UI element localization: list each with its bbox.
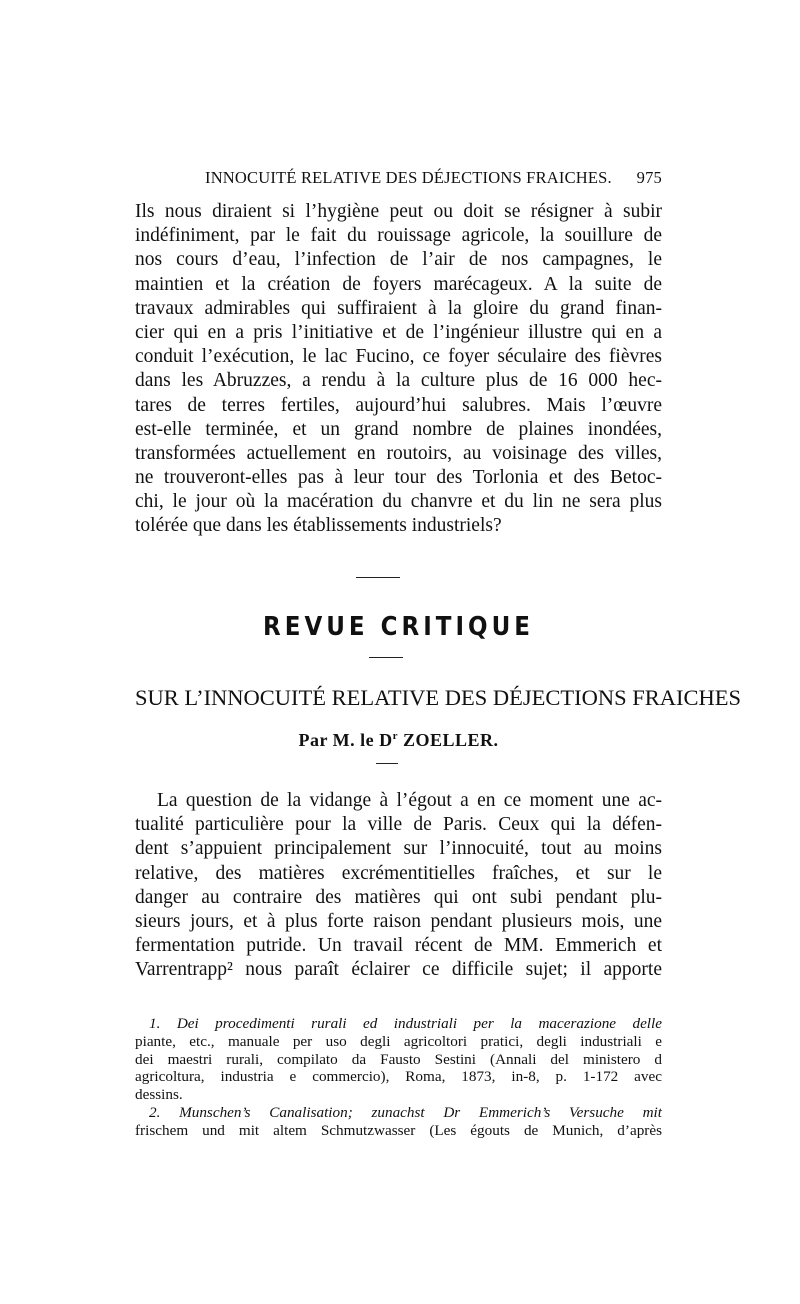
text-line: ne trouveront-elles pas à leur tour des Torlonia et des Betoc-	[135, 467, 662, 489]
byline-divider	[376, 763, 398, 764]
footnote-line: dei maestri rurali, compilato da Fausto Sestini (Annali del ministero d	[135, 1050, 662, 1068]
byline-author: ZOELLER.	[398, 730, 499, 750]
text-line: cier qui en a pris l’initiative et de l’ingénieur illustre qui en a	[135, 321, 662, 343]
paragraph-continuation	[135, 200, 662, 539]
footnote-line: agricoltura, industria e commercio), Roma, 1873, in-8, p. 1-172 avec	[135, 1068, 662, 1086]
footnote-line: 1. Dei procedimenti rurali ed industriali per la macerazione delle	[149, 1015, 662, 1032]
text-line: est-elle terminée, et un grand nombre de plaines inondées,	[135, 418, 662, 440]
text-line: maintien et la création de foyers marécageux. A la suite de	[135, 273, 662, 295]
page-number: 975	[636, 168, 662, 187]
text-line: nos cours d’eau, l’infection de l’air de nos campagnes, le	[135, 249, 662, 271]
text-line: Varrentrapp² nous paraît éclairer ce difficile sujet; il apporte	[135, 959, 662, 981]
section-divider	[356, 577, 400, 578]
article-paragraph	[135, 789, 662, 983]
text-line: sieurs jours, et à plus forte raison pendant plusieurs mois, une	[135, 910, 662, 932]
footnote-line: piante, etc., manuale per uso degli agricoltori pratici, degli industriali e	[135, 1032, 662, 1050]
text-line: indéfiniment, par le fait du rouissage agricole, la souillure de	[135, 225, 662, 247]
text-line: tares de terres fertiles, aujourd’hui salubres. Mais l’œuvre	[135, 394, 662, 416]
section-heading: REVUE CRITIQUE	[263, 612, 534, 642]
article-title: SUR L’INNOCUITÉ RELATIVE DES DÉJECTIONS FRAICHES	[135, 685, 742, 710]
text-line: relative, des matières excrémentitielles fraîches, et sur le	[135, 862, 662, 884]
running-head-title: INNOCUITÉ RELATIVE DES DÉJECTIONS FRAICHES.	[205, 168, 612, 187]
byline-prefix: Par M. le D	[298, 730, 393, 750]
footnote-line: frischem und mit altem Schmutzwasser (Les égouts de Munich, d’après	[135, 1121, 662, 1139]
text-line: transformées actuellement en routoirs, au voisinage des villes,	[135, 442, 662, 464]
text-line: danger au contraire des matières qui ont subi pendant plu-	[135, 886, 662, 908]
text-line: conduit l’exécution, le lac Fucino, ce foyer séculaire des fièvres	[135, 346, 662, 368]
text-line: fermentation putride. Un travail récent de MM. Emmerich et	[135, 935, 662, 957]
byline-superscript: r	[392, 730, 398, 742]
footnote-line: dessins.	[135, 1086, 183, 1104]
text-line: La question de la vidange à l’égout a en ce moment une ac-	[157, 790, 662, 811]
footnotes	[135, 1015, 662, 1140]
text-line: tualité particulière pour la ville de Paris. Ceux qui la défen-	[135, 814, 662, 836]
text-line: travaux admirables qui suffiraient à la gloire du grand finan-	[135, 297, 662, 319]
text-line: tolérée que dans les établissements industriels?	[135, 515, 502, 537]
running-head	[135, 168, 662, 192]
byline	[135, 730, 662, 751]
footnote-line: 2. Munschen’s Canalisation; zunachst Dr Emmerich’s Versuche mit	[149, 1103, 662, 1121]
heading-underline	[369, 657, 403, 658]
text-line: dans les Abruzzes, a rendu à la culture plus de 16 000 hec-	[135, 370, 662, 392]
text-line: dent s’appuient principalement sur l’innocuité, tout au moins	[135, 838, 662, 860]
text-line: chi, le jour où la macération du chanvre et du lin ne sera plus	[135, 491, 662, 513]
text-line: Ils nous diraient si l’hygiène peut ou doit se résigner à subir	[135, 201, 662, 222]
